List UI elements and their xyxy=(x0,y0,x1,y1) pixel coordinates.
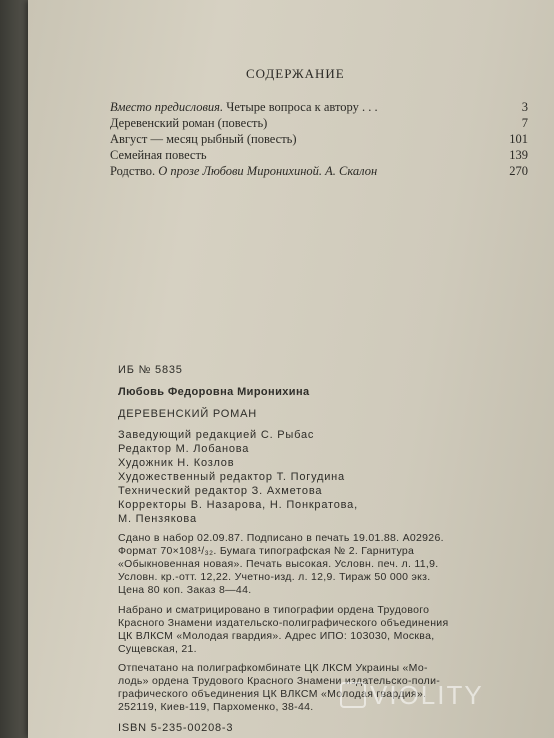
staff-line: Корректоры В. Назарова, Н. Понкратова, xyxy=(118,499,358,511)
typeset-line: Набрано и сматрицировано в типографии ордена Трудового xyxy=(118,604,430,616)
toc-page-number: 270 xyxy=(509,164,528,178)
watermark: VIOLITY xyxy=(370,680,484,710)
book-title: ДЕРЕВЕНСКИЙ РОМАН xyxy=(118,408,257,420)
staff-line: Технический редактор З. Ахметова xyxy=(118,485,323,497)
printed-line: лодь» ордена Трудового Красного Знамени издательско-поли- xyxy=(118,675,441,687)
printed-line: Отпечатано на полиграфкомбинате ЦК ЛКСМ Украины «Мо- xyxy=(118,662,428,674)
watermark-logo-icon xyxy=(340,682,366,708)
print-info-line: Формат 70×108¹/₃₂. Бумага типографская № 2. Гарнитура xyxy=(118,545,415,557)
toc-page-number: 7 xyxy=(521,116,528,130)
book-spine-shadow xyxy=(0,0,28,738)
typeset-line: Красного Знамени издательско-полиграфического объединения xyxy=(118,617,449,629)
staff-line: Редактор М. Лобанова xyxy=(118,443,250,455)
toc-entry: Деревенский роман (повесть) 7 xyxy=(110,116,528,130)
print-info-line: Сдано в набор 02.09.87. Подписано в печать 19.01.88. А02926. xyxy=(118,532,444,544)
printed-line: 252119, Киев-119, Пархоменко, 38-44. xyxy=(118,701,314,713)
toc-entry: Родство. О прозе Любови Миронихиной. А. Скалон 270 xyxy=(110,164,528,178)
print-info-line: Цена 80 коп. Заказ 8—44. xyxy=(118,584,252,596)
ib-number: ИБ № 5835 xyxy=(118,364,183,376)
toc-page-number: 3 xyxy=(521,100,528,114)
toc-page-number: 101 xyxy=(509,132,528,146)
print-info-line: «Обыкновенная новая». Печать высокая. Условн. печ. л. 11,9. xyxy=(118,558,439,570)
staff-line: Заведующий редакцией С. Рыбас xyxy=(118,429,315,441)
toc-entry: Семейная повесть 139 xyxy=(110,148,528,162)
toc-entry: Август — месяц рыбный (повесть) 101 xyxy=(110,132,528,146)
author-name: Любовь Федоровна Миронихина xyxy=(118,386,310,398)
staff-line: Художник Н. Козлов xyxy=(118,457,235,469)
typeset-line: ЦК ВЛКСМ «Молодая гвардия». Адрес ИПО: 103030, Москва, xyxy=(118,630,435,642)
staff-line: Художественный редактор Т. Погудина xyxy=(118,471,345,483)
isbn: ISBN 5-235-00208-3 xyxy=(118,722,234,734)
toc-title: СОДЕРЖАНИЕ xyxy=(246,66,345,81)
typeset-line: Сущевская, 21. xyxy=(118,643,197,655)
toc-page-number: 139 xyxy=(509,148,528,162)
printed-line: графического объединения ЦК ВЛКСМ «Молодая гвардия». xyxy=(118,688,427,700)
print-info-line: Условн. кр.-отт. 12,22. Учетно-изд. л. 12,9. Тираж 50 000 экз. xyxy=(118,571,431,583)
staff-line: М. Пензякова xyxy=(118,513,197,525)
toc-entry: Вместо предисловия. Четыре вопроса к автору . . . 3 xyxy=(110,100,528,114)
